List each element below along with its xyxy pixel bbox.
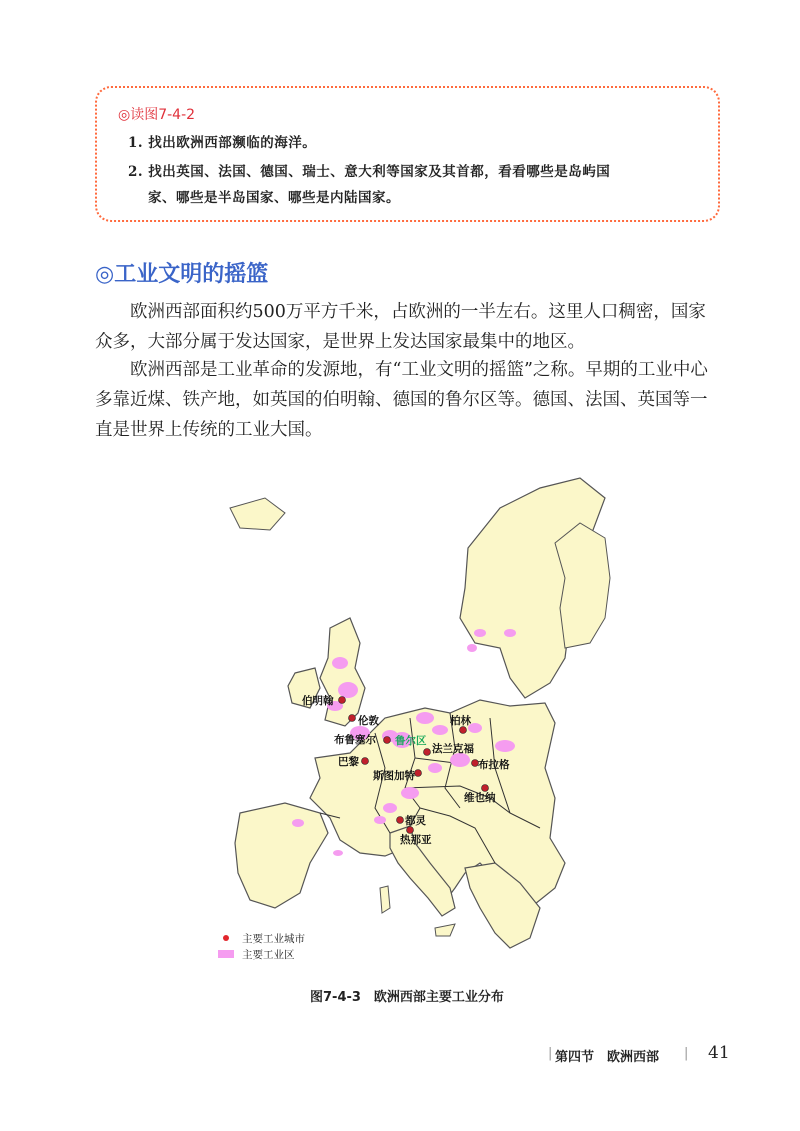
city-label-stuttgart: 斯图加特 [373, 770, 415, 782]
paragraph-2-text: 欧洲西部是工业革命的发源地，有“工业文明的摇篮”之称。早期的工业中心多靠近煤、铁产地，如英国的伯明翰、德国的鲁尔区等。德国、法国、英国等一直是世界上传统的工业大国。 [95, 360, 708, 440]
map-svg [210, 468, 650, 978]
industrial-zone [401, 787, 419, 799]
exercise-item-2: 2. 找出英国、法国、德国、瑞士、意大利等国家及其首都，看看哪些是岛屿国 [128, 164, 611, 180]
industrial-zone [416, 712, 434, 724]
figure-caption: 图7-4-3 欧洲西部主要工业分布 [310, 990, 504, 1005]
city-label-prague: 布拉格 [478, 759, 510, 771]
city-label-ruhr: 鲁尔区 [395, 735, 427, 747]
map-land-iberia [235, 803, 328, 908]
legend-zone-swatch [218, 950, 234, 958]
footer-separator-right: | [684, 1046, 689, 1061]
europe-industry-map [210, 468, 650, 978]
paragraph-2 [95, 355, 720, 445]
industrial-zone [383, 803, 397, 813]
exercise-item-2-cont: 家、哪些是半岛国家、哪些是内陆国家。 [148, 190, 400, 206]
city-dot-brussels [384, 737, 391, 744]
city-dot-vienna [482, 785, 489, 792]
industrial-zone [428, 763, 442, 773]
industrial-zone [432, 725, 448, 735]
section-heading: ◎工业文明的摇篮 [95, 262, 269, 287]
city-dot-frankfurt [424, 749, 431, 756]
city-label-vienna: 维也纳 [464, 792, 496, 804]
map-land-iceland [230, 498, 285, 530]
industrial-zone [332, 657, 348, 669]
city-label-turin: 都灵 [405, 815, 426, 827]
industrial-zone [495, 740, 515, 752]
industrial-zone [374, 816, 386, 824]
industrial-zone [504, 629, 516, 637]
city-dot-turin [397, 817, 404, 824]
city-label-london: 伦敦 [358, 715, 379, 727]
city-label-paris: 巴黎 [338, 756, 359, 768]
paragraph-1 [95, 297, 720, 357]
city-dot-birmingham [339, 697, 346, 704]
page-number: 41 [708, 1043, 730, 1063]
map-land-finland [555, 523, 610, 648]
industrial-zone [338, 682, 358, 698]
industrial-zone [467, 644, 477, 652]
map-legend [218, 932, 305, 961]
industrial-zone [450, 753, 470, 767]
industrial-zone [333, 850, 343, 856]
legend-zone-label: 主要工业区 [242, 949, 295, 961]
city-dot-paris [362, 758, 369, 765]
city-label-birmingham: 伯明翰 [302, 695, 334, 707]
city-dot-genoa [407, 827, 414, 834]
city-dot-london [349, 715, 356, 722]
map-land-great-britain [320, 618, 365, 726]
legend-city-dot [223, 935, 229, 941]
industrial-zone [292, 819, 304, 827]
footer-separator-left: | [548, 1046, 553, 1061]
city-label-genoa: 热那亚 [400, 834, 432, 846]
city-dot-berlin [460, 727, 467, 734]
paragraph-1-text: 欧洲西部面积约500万平方千米，占欧洲的一半左右。这里人口稠密，国家众多，大部分属于发达国家，是世界上发达国家最集中的地区。 [95, 302, 706, 352]
industrial-zone [474, 629, 486, 637]
legend-city-label: 主要工业城市 [242, 933, 305, 945]
city-dot-stuttgart [415, 770, 422, 777]
city-label-frankfurt: 法兰克福 [432, 743, 474, 755]
footer-section-title: 第四节 欧洲西部 [555, 1050, 660, 1065]
city-label-berlin: 柏林 [450, 715, 471, 727]
exercise-item-1: 1. 找出欧洲西部濒临的海洋。 [128, 135, 317, 151]
exercise-title: ◎读图7-4-2 [118, 107, 196, 123]
city-label-brussels: 布鲁塞尔 [334, 734, 376, 746]
